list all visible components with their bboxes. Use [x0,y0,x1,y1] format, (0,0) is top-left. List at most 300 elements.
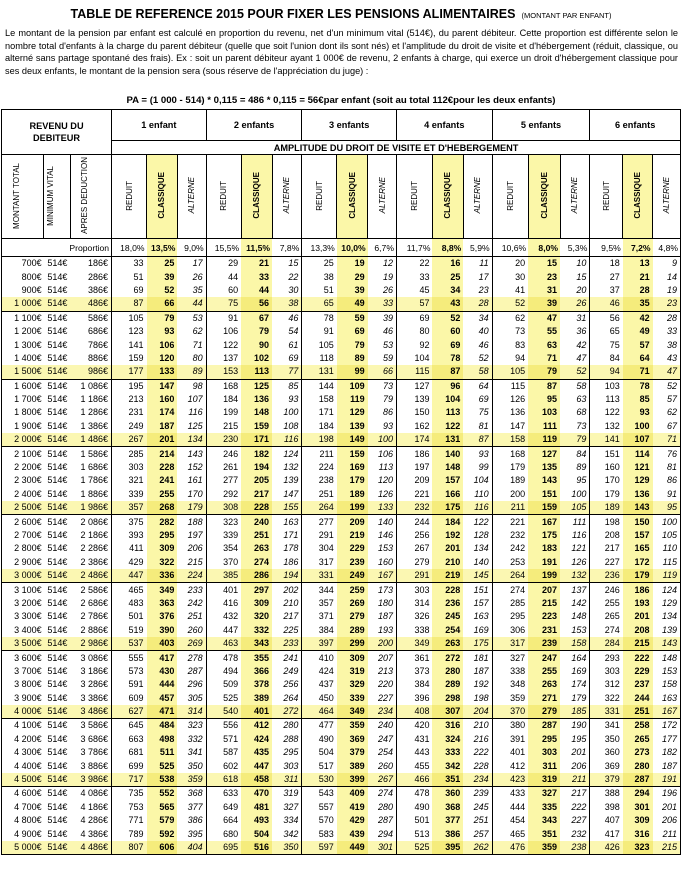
cell-pension: 357 [112,501,147,515]
cell-pension: 210 [432,556,463,569]
cell-pension: 44 [177,297,206,311]
cell-minimum-vital: 514€ [47,665,68,676]
cell-pension: 412 [241,719,272,733]
cell-pension: 307 [432,705,463,719]
cell-pension: 195 [571,733,587,744]
cell-montant-total: 3 300€ [2,610,44,623]
cell-pension: 78 [623,379,653,393]
cell-pension: 81 [478,420,489,431]
cell-pension: 103 [528,406,560,419]
header-mode-4-classique: CLASSIQUE [432,155,463,239]
cell-pension: 25 [432,270,463,283]
cell-pension: 106 [206,325,241,338]
proportion-4-alterne: 5,9% [463,239,492,257]
cell-pension: 136 [623,488,653,501]
cell-pension: 320 [241,610,272,623]
cell-minimum-vital: 514€ [47,380,68,391]
cell-pension: 22 [288,271,299,282]
cell-pension: 158 [302,393,337,406]
cell-pension: 187 [653,759,681,772]
cell-pension: 59 [382,352,393,363]
cell-pension: 129 [653,597,681,610]
cell-pension: 255 [147,488,178,501]
cell-pension: 435 [241,746,272,759]
cell-pension: 191 [653,773,681,787]
cell-pension: 570 [302,814,337,827]
cell-pension: 274 [492,583,528,597]
cell-pension: 199 [337,501,368,515]
cell-pension: 393 [112,529,147,542]
table-row [2,705,681,719]
cell-pension: 287 [623,773,653,787]
cell-pension: 69 [112,284,147,297]
cell-pension: 606 [147,841,178,855]
cell-pension: 52 [432,311,463,325]
cell-pension: 339 [206,529,241,542]
cell-pension: 478 [396,787,432,801]
cell-pension: 317 [492,637,528,651]
cell-pension: 157 [623,529,653,542]
cell-pension: 122 [473,516,489,527]
cell-minimum-vital: 514€ [47,815,68,826]
cell-pension: 359 [492,692,528,705]
cell-pension: 107 [623,433,653,447]
cell-pension: 263 [241,542,272,555]
cell-minimum-vital: 514€ [44,297,71,311]
cell-pension: 222 [571,801,587,812]
cell-pension: 217 [283,611,299,622]
table-row [2,637,681,651]
cell-minimum-vital: 514€ [47,271,68,282]
cell-pension: 95 [576,475,587,486]
cell-pension: 236 [590,569,623,583]
cell-pension: 131 [432,433,463,447]
cell-minimum-vital: 514€ [47,488,68,499]
cell-pension: 504 [241,827,272,840]
cell-montant-total: 3 000€ [2,569,44,583]
cell-pension: 412 [492,759,528,772]
cell-pension: 147 [283,488,299,499]
proportion-2-alterne: 7,8% [272,239,302,257]
cell-pension: 193 [623,597,653,610]
cell-pension: 408 [396,705,432,719]
cell-pension: 204 [463,705,492,719]
cell-pension: 409 [337,787,368,801]
cell-pension: 391 [492,733,528,746]
cell-pension: 294 [377,828,393,839]
cell-pension: 232 [492,529,528,542]
cell-pension: 159 [241,420,272,433]
cell-pension: 208 [623,624,653,637]
cell-pension: 146 [377,530,393,540]
cell-pension: 26 [192,271,203,282]
cell-pension: 201 [147,433,178,447]
table-row [2,841,681,855]
cell-pension: 209 [396,474,432,487]
cell-pension: 136 [241,393,272,406]
cell-pension: 525 [147,759,178,772]
cell-pension: 424 [302,665,337,678]
cell-pension: 319 [528,773,560,787]
cell-pension: 68 [576,407,587,418]
cell-pension: 71 [528,352,560,365]
header-mode-5-reduit: REDUIT [492,155,528,239]
cell-apres-deduction: 1 486€ [70,433,111,447]
cell-pension: 211 [653,827,681,840]
cell-pension: 222 [473,747,489,758]
cell-pension: 57 [396,297,432,311]
cell-pension: 162 [396,420,432,433]
cell-pension: 478 [206,651,241,665]
cell-pension: 807 [112,841,147,855]
cell-pension: 316 [623,827,653,840]
proportion-3-classique: 10,0% [337,239,368,257]
header-mode-1-classique: CLASSIQUE [147,155,178,239]
cell-pension: 197 [396,461,432,474]
cell-pension: 525 [396,841,432,855]
cell-pension: 274 [377,788,393,799]
table-row [2,257,681,271]
cell-pension: 91 [302,325,337,338]
cell-minimum-vital: 514€ [47,720,68,731]
cell-pension: 246 [590,583,623,597]
cell-pension: 174 [147,406,178,419]
cell-pension: 207 [377,652,393,663]
cell-pension: 311 [272,773,302,787]
cell-pension: 116 [571,530,587,540]
cell-pension: 51 [302,284,337,297]
cell-pension: 699 [112,759,147,772]
cell-pension: 388 [590,787,623,801]
cell-minimum-vital: 514€ [47,326,68,337]
header-mode-5-classique: CLASSIQUE [528,155,560,239]
cell-montant-total: 4 100€ [2,719,44,733]
cell-pension: 627 [112,705,147,719]
cell-pension: 217 [571,788,587,799]
cell-pension: 256 [283,679,299,690]
cell-pension: 251 [187,611,203,622]
cell-pension: 201 [623,610,653,623]
cell-pension: 470 [241,787,272,801]
cell-pension: 349 [147,583,178,597]
cell-pension: 199 [206,406,241,419]
cell-minimum-vital: 514€ [47,258,68,269]
cell-pension: 280 [283,720,299,731]
cell-pension: 157 [432,474,463,487]
cell-pension: 40 [478,326,489,337]
cell-pension: 303 [590,665,623,678]
table-row [2,759,681,772]
cell-pension: 240 [377,720,393,731]
cell-montant-total: 1 600€ [2,379,44,393]
cell-minimum-vital: 514€ [44,433,71,447]
cell-pension: 239 [337,556,368,569]
cell-pension: 211 [302,447,337,461]
cell-pension: 439 [337,827,368,840]
cell-pension: 121 [571,543,587,554]
cell-pension: 602 [206,759,241,772]
cell-pension: 183 [528,542,560,555]
cell-pension: 147 [147,379,178,393]
cell-pension: 49 [337,297,368,311]
cell-minimum-vital: 514€ [47,462,68,473]
cell-pension: 355 [241,651,272,665]
cell-pension: 399 [337,773,368,787]
cell-montant-total: 1 000€ [2,297,44,311]
cell-pension: 57 [653,393,681,406]
proportion-4-classique: 8,8% [432,239,463,257]
header-mode-1-reduit: REDUIT [112,155,147,239]
cell-pension: 227 [377,692,393,703]
cell-pension: 62 [492,311,528,325]
cell-pension: 516 [241,841,272,855]
cell-apres-deduction: 986€ [70,365,111,379]
cell-pension: 319 [337,665,368,678]
cell-pension: 351 [432,773,463,787]
cell-pension: 234 [463,773,492,787]
cell-pension: 259 [337,583,368,597]
header-mode-3-alterne: ALTERNE [368,155,397,239]
cell-pension: 151 [473,584,489,595]
cell-pension: 186 [623,583,653,597]
cell-pension: 253 [492,556,528,569]
cell-pension: 368 [187,788,203,799]
cell-apres-deduction: 2 086€ [80,516,109,527]
cell-pension: 34 [432,284,463,297]
cell-pension: 151 [528,488,560,501]
cell-pension: 366 [241,665,272,678]
cell-pension: 332 [187,733,203,744]
cell-montant-total: 3 800€ [2,678,44,691]
cell-montant-total: 2 300€ [2,474,44,487]
table-row [2,501,681,515]
cell-pension: 80 [396,325,432,338]
cell-pension: 69 [337,325,368,338]
cell-pension: 341 [187,747,203,758]
cell-pension: 64 [478,380,489,391]
cell-pension: 21 [623,270,653,283]
cell-pension: 423 [492,773,528,787]
cell-pension: 433 [492,787,528,801]
cell-pension: 139 [283,475,299,486]
cell-pension: 13 [623,257,653,271]
cell-pension: 53 [192,312,203,323]
cell-apres-deduction: 2 486€ [70,569,111,583]
header-minimum-vital: MINIMUM VITAL [44,155,71,239]
cell-pension: 59 [337,311,368,325]
cell-pension: 84 [590,352,623,365]
header-mode-4-reduit: REDUIT [396,155,432,239]
cell-pension: 160 [590,461,623,474]
cell-pension: 314 [396,597,432,610]
cell-pension: 34 [478,312,489,323]
cell-pension: 295 [528,733,560,746]
cell-pension: 377 [432,814,463,827]
cell-pension: 93 [623,406,653,419]
cell-pension: 122 [206,338,241,351]
header-mode-5-alterne: ALTERNE [560,155,590,239]
cell-pension: 205 [241,474,272,487]
cell-pension: 295 [147,529,178,542]
cell-pension: 543 [302,787,337,801]
cell-pension: 208 [590,529,623,542]
cell-pension: 169 [473,624,489,635]
cell-pension: 91 [206,311,241,325]
cell-pension: 181 [473,652,489,663]
cell-pension: 265 [623,733,653,746]
cell-pension: 262 [463,841,492,855]
cell-pension: 133 [368,501,397,515]
cell-pension: 350 [272,841,302,855]
cell-pension: 140 [377,516,393,527]
cell-pension: 279 [396,556,432,569]
cell-pension: 143 [187,448,203,459]
cell-pension: 148 [653,651,681,665]
cell-pension: 351 [528,827,560,840]
cell-pension: 319 [283,788,299,799]
cell-montant-total: 1 100€ [2,311,44,325]
cell-pension: 264 [283,692,299,703]
cell-pension: 498 [147,733,178,746]
cell-pension: 257 [473,828,489,839]
cell-apres-deduction: 586€ [88,312,109,323]
cell-pension: 268 [147,501,178,515]
cell-pension: 350 [187,760,203,771]
cell-pension: 58 [576,380,587,391]
table-row [2,365,681,379]
cell-pension: 163 [473,611,489,622]
cell-pension: 490 [302,733,337,746]
cell-pension: 104 [396,352,432,365]
cell-pension: 341 [590,719,623,733]
cell-pension: 244 [623,692,653,705]
cell-pension: 134 [473,543,489,554]
cell-minimum-vital: 514€ [47,584,68,595]
header-6-enfants: 6 enfants [590,110,681,141]
cell-apres-deduction: 1 186€ [80,394,109,405]
header-mode-2-alterne: ALTERNE [272,155,302,239]
cell-pension: 126 [377,488,393,499]
cell-pension: 46 [288,312,299,323]
cell-pension: 41 [492,284,528,297]
cell-pension: 287 [377,815,393,826]
cell-pension: 79 [560,433,590,447]
cell-pension: 649 [206,801,241,814]
cell-pension: 209 [337,515,368,529]
cell-apres-deduction: 386€ [88,284,109,295]
cell-pension: 316 [432,719,463,733]
cell-pension: 175 [528,529,560,542]
cell-apres-deduction: 3 786€ [80,747,109,758]
cell-pension: 73 [492,325,528,338]
cell-pension: 370 [492,705,528,719]
cell-pension: 143 [653,637,681,651]
cell-pension: 165 [623,542,653,555]
cell-pension: 148 [432,461,463,474]
page-title [0,5,682,23]
cell-pension: 284 [590,637,623,651]
cell-pension: 135 [528,461,560,474]
cell-pension: 224 [302,461,337,474]
cell-pension: 187 [147,420,178,433]
cell-montant-total: 3 900€ [2,692,44,705]
cell-apres-deduction: 186€ [88,258,109,269]
cell-pension: 349 [396,637,432,651]
header-mode-2-classique: CLASSIQUE [241,155,272,239]
cell-apres-deduction: 3 386€ [80,692,109,703]
cell-pension: 254 [377,747,393,758]
header-mode-6-classique: CLASSIQUE [623,155,653,239]
cell-montant-total: 1 200€ [2,325,44,338]
cell-pension: 69 [288,352,299,363]
cell-pension: 573 [112,665,147,678]
cell-pension: 299 [337,637,368,651]
cell-pension: 322 [590,692,623,705]
cell-apres-deduction: 1 986€ [70,501,111,515]
cell-pension: 111 [572,516,587,527]
cell-pension: 200 [492,488,528,501]
header-mode-6-reduit: REDUIT [590,155,623,239]
cell-pension: 359 [337,719,368,733]
cell-pension: 177 [653,733,681,746]
cell-minimum-vital: 514€ [47,788,68,799]
cell-pension: 14 [653,270,681,283]
cell-pension: 249 [337,569,368,583]
cell-pension: 100 [571,488,587,499]
cell-pension: 179 [337,474,368,487]
cell-pension: 81 [653,461,681,474]
cell-pension: 348 [492,678,528,691]
cell-pension: 455 [396,759,432,772]
cell-pension: 255 [528,665,560,678]
cell-pension: 225 [283,624,299,635]
cell-pension: 335 [528,801,560,814]
cell-pension: 105 [653,529,681,542]
table-row [2,420,681,433]
cell-pension: 249 [283,665,299,676]
cell-pension: 334 [283,815,299,826]
cell-apres-deduction: 1 786€ [80,475,109,486]
cell-pension: 214 [147,447,178,461]
cell-pension: 189 [337,488,368,501]
table-row [2,678,681,691]
cell-pension: 368 [432,801,463,814]
cell-pension: 51 [112,270,147,283]
table-row [2,488,681,501]
table-row [2,610,681,623]
cell-pension: 239 [473,788,489,799]
cell-pension: 137 [571,584,587,595]
cell-pension: 464 [302,705,337,719]
cell-pension: 182 [241,447,272,461]
cell-pension: 311 [528,759,560,772]
cell-pension: 332 [241,624,272,637]
cell-pension: 264 [302,501,337,515]
cell-pension: 182 [653,746,681,759]
cell-pension: 277 [302,515,337,529]
cell-minimum-vital: 514€ [44,841,71,855]
cell-pension: 60 [206,284,241,297]
cell-pension: 103 [590,379,623,393]
cell-pension: 47 [528,311,560,325]
header-apres-deduction: APRES DEDUCTION [70,155,111,239]
cell-pension: 25 [147,257,178,271]
cell-pension: 159 [528,501,560,515]
cell-pension: 115 [492,379,528,393]
header-montant-total: MONTANT TOTAL [2,155,44,239]
cell-pension: 172 [623,556,653,569]
cell-pension: 186 [283,556,299,567]
